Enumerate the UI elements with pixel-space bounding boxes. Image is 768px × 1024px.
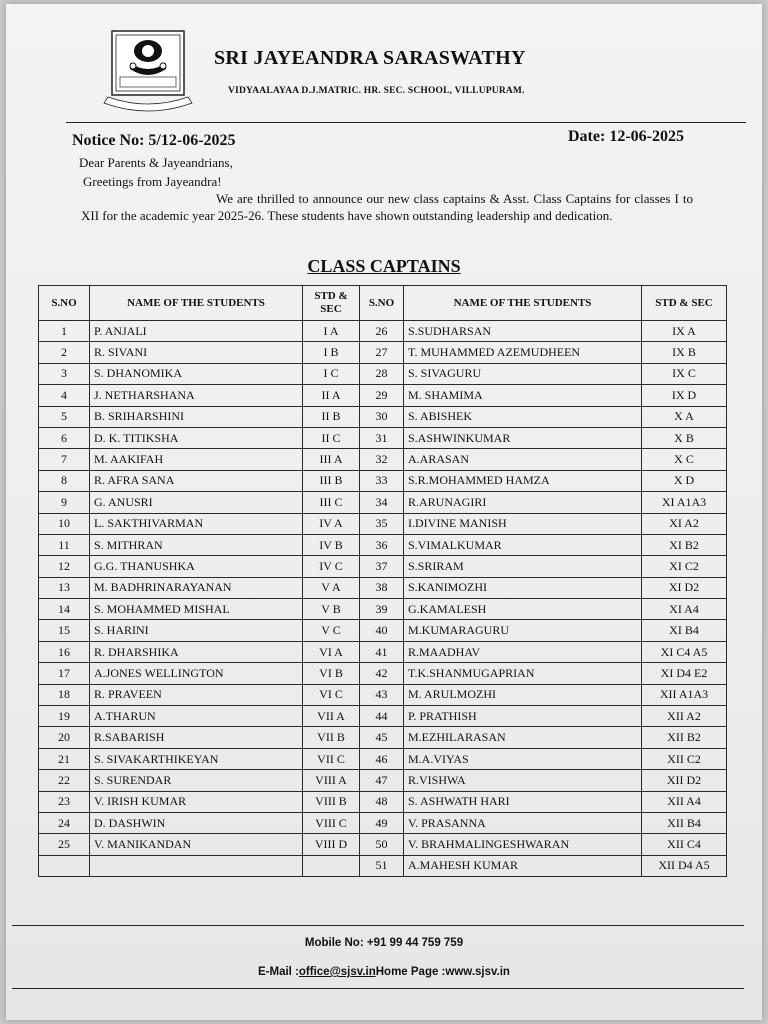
student-name-cell: S. DHANOMIKA — [90, 363, 303, 384]
class-section-cell: X A — [642, 406, 727, 427]
student-name-cell: S. SIVAKARTHIKEYAN — [90, 748, 303, 769]
table-row — [39, 834, 727, 855]
class-section-cell: II A — [303, 385, 360, 406]
student-name-cell: R.MAADHAV — [404, 641, 642, 662]
serial-number-cell: 23 — [39, 791, 90, 812]
table-row — [39, 406, 727, 427]
class-section-cell: X C — [642, 449, 727, 470]
serial-number-cell: 12 — [39, 556, 90, 577]
footer-divider-bottom — [12, 988, 744, 989]
class-section-cell: XI C4 A5 — [642, 641, 727, 662]
serial-number-cell: 29 — [360, 385, 404, 406]
student-name-cell: A.THARUN — [90, 706, 303, 727]
serial-number-cell: 49 — [360, 812, 404, 833]
class-section-cell: XI D2 — [642, 577, 727, 598]
website-link[interactable]: www.sjsv.in — [445, 966, 510, 978]
email-label: E-Mail : — [258, 966, 299, 978]
student-name-cell — [90, 855, 303, 876]
serial-number-cell: 9 — [39, 492, 90, 513]
class-section-cell: VI B — [303, 663, 360, 684]
table-row — [39, 492, 727, 513]
class-captains-table — [38, 285, 727, 877]
serial-number-cell: 32 — [360, 449, 404, 470]
serial-number-cell: 50 — [360, 834, 404, 855]
serial-number-cell: 36 — [360, 534, 404, 555]
class-section-cell: XII A1A3 — [642, 684, 727, 705]
class-section-cell: X D — [642, 470, 727, 491]
class-section-cell: III C — [303, 492, 360, 513]
email-link[interactable]: office@sjsv.in — [298, 966, 376, 978]
student-name-cell: R.ARUNAGIRI — [404, 492, 642, 513]
serial-number-cell: 13 — [39, 577, 90, 598]
class-section-cell — [303, 855, 360, 876]
class-section-cell: XI B4 — [642, 620, 727, 641]
mobile-number: Mobile No: +91 99 44 759 759 — [304, 937, 464, 949]
serial-number-cell: 20 — [39, 727, 90, 748]
class-section-cell: IX A — [642, 321, 727, 342]
class-section-cell: XII A4 — [642, 791, 727, 812]
student-name-cell: J. NETHARSHANA — [90, 385, 303, 406]
notice-date: Date: 12-06-2025 — [568, 128, 684, 145]
serial-number-cell: 4 — [39, 385, 90, 406]
serial-number-cell: 27 — [360, 342, 404, 363]
serial-number-cell: 47 — [360, 770, 404, 791]
student-name-cell: G.G. THANUSHKA — [90, 556, 303, 577]
student-name-cell: S. MITHRAN — [90, 534, 303, 555]
table-row — [39, 770, 727, 791]
column-header: STD & SEC — [642, 286, 727, 321]
class-section-cell: XII A2 — [642, 706, 727, 727]
student-name-cell: G. ANUSRI — [90, 492, 303, 513]
class-section-cell: I C — [303, 363, 360, 384]
table-row — [39, 663, 727, 684]
student-name-cell: S. SIVAGURU — [404, 363, 642, 384]
serial-number-cell: 22 — [39, 770, 90, 791]
serial-number-cell: 40 — [360, 620, 404, 641]
class-section-cell: VIII D — [303, 834, 360, 855]
class-section-cell: IX B — [642, 342, 727, 363]
notice-body — [81, 190, 693, 224]
class-section-cell: XI D4 E2 — [642, 663, 727, 684]
salutation: Dear Parents & Jayeandrians, — [79, 155, 233, 170]
serial-number-cell: 37 — [360, 556, 404, 577]
footer-divider-top — [12, 925, 744, 926]
student-name-cell: D. K. TITIKSHA — [90, 427, 303, 448]
class-section-cell: XII D2 — [642, 770, 727, 791]
class-section-cell: IV A — [303, 513, 360, 534]
student-name-cell: S.ASHWINKUMAR — [404, 427, 642, 448]
serial-number-cell: 24 — [39, 812, 90, 833]
student-name-cell: S.KANIMOZHI — [404, 577, 642, 598]
serial-number-cell: 41 — [360, 641, 404, 662]
student-name-cell: R. AFRA SANA — [90, 470, 303, 491]
student-name-cell: M. BADHRINARAYANAN — [90, 577, 303, 598]
class-section-cell: II C — [303, 427, 360, 448]
table-row — [39, 620, 727, 641]
class-section-cell: IV C — [303, 556, 360, 577]
student-name-cell: L. SAKTHIVARMAN — [90, 513, 303, 534]
student-name-cell: T. MUHAMMED AZEMUDHEEN — [404, 342, 642, 363]
class-section-cell: I A — [303, 321, 360, 342]
class-section-cell: I B — [303, 342, 360, 363]
class-section-cell: VIII B — [303, 791, 360, 812]
class-section-cell: III B — [303, 470, 360, 491]
class-section-cell: XII C2 — [642, 748, 727, 769]
serial-number-cell: 7 — [39, 449, 90, 470]
contact-line — [6, 966, 762, 978]
class-section-cell: XI B2 — [642, 534, 727, 555]
class-section-cell: VII B — [303, 727, 360, 748]
column-header: NAME OF THE STUDENTS — [404, 286, 642, 321]
table-row — [39, 556, 727, 577]
notice-page — [6, 4, 762, 1020]
student-name-cell: A.ARASAN — [404, 449, 642, 470]
class-section-cell: III A — [303, 449, 360, 470]
table-header-row — [39, 286, 727, 321]
table-row — [39, 684, 727, 705]
column-header: STD & SEC — [303, 286, 360, 321]
student-name-cell: R. DHARSHIKA — [90, 641, 303, 662]
student-name-cell: S. HARINI — [90, 620, 303, 641]
student-name-cell: M.EZHILARASAN — [404, 727, 642, 748]
student-name-cell: R.SABARISH — [90, 727, 303, 748]
class-section-cell: XI C2 — [642, 556, 727, 577]
student-name-cell: S. MOHAMMED MISHAL — [90, 599, 303, 620]
serial-number-cell: 15 — [39, 620, 90, 641]
serial-number-cell: 18 — [39, 684, 90, 705]
serial-number-cell: 19 — [39, 706, 90, 727]
student-name-cell: S. ASHWATH HARI — [404, 791, 642, 812]
serial-number-cell: 33 — [360, 470, 404, 491]
notice-body-text: We are thrilled to announce our new class captains & Asst. Class Captains for classes I to XII for the academic year 2025-26. These students have shown outstanding leadership and dedication. — [81, 191, 693, 223]
notice-number: Notice No: 5/12-06-2025 — [72, 132, 236, 149]
table-row — [39, 470, 727, 491]
table-row — [39, 706, 727, 727]
student-name-cell: M. AAKIFAH — [90, 449, 303, 470]
table-row — [39, 855, 727, 876]
serial-number-cell: 39 — [360, 599, 404, 620]
serial-number-cell: 17 — [39, 663, 90, 684]
serial-number-cell: 42 — [360, 663, 404, 684]
student-name-cell: G.KAMALESH — [404, 599, 642, 620]
serial-number-cell: 21 — [39, 748, 90, 769]
serial-number-cell: 25 — [39, 834, 90, 855]
serial-number-cell: 31 — [360, 427, 404, 448]
serial-number-cell: 6 — [39, 427, 90, 448]
table-row — [39, 534, 727, 555]
class-section-cell: XII B2 — [642, 727, 727, 748]
student-name-cell: V. MANIKANDAN — [90, 834, 303, 855]
student-name-cell: B. SRIHARSHINI — [90, 406, 303, 427]
student-name-cell: M.KUMARAGURU — [404, 620, 642, 641]
class-section-cell: XII C4 — [642, 834, 727, 855]
class-section-cell: V B — [303, 599, 360, 620]
serial-number-cell: 14 — [39, 599, 90, 620]
student-name-cell: S. ABISHEK — [404, 406, 642, 427]
table-row — [39, 641, 727, 662]
student-name-cell: V. IRISH KUMAR — [90, 791, 303, 812]
class-section-cell: XII D4 A5 — [642, 855, 727, 876]
student-name-cell: D. DASHWIN — [90, 812, 303, 833]
student-name-cell: A.MAHESH KUMAR — [404, 855, 642, 876]
serial-number-cell: 44 — [360, 706, 404, 727]
serial-number-cell: 45 — [360, 727, 404, 748]
serial-number-cell: 5 — [39, 406, 90, 427]
class-section-cell: VI A — [303, 641, 360, 662]
table-row — [39, 791, 727, 812]
student-name-cell: M. ARULMOZHI — [404, 684, 642, 705]
student-name-cell: I.DIVINE MANISH — [404, 513, 642, 534]
table-row — [39, 727, 727, 748]
serial-number-cell: 1 — [39, 321, 90, 342]
class-section-cell: VI C — [303, 684, 360, 705]
table-row — [39, 321, 727, 342]
class-section-cell: XII B4 — [642, 812, 727, 833]
student-name-cell: S.SRIRAM — [404, 556, 642, 577]
class-section-cell: VIII C — [303, 812, 360, 833]
class-section-cell: XI A4 — [642, 599, 727, 620]
class-section-cell: V A — [303, 577, 360, 598]
class-section-cell: XI A2 — [642, 513, 727, 534]
table-row — [39, 812, 727, 833]
student-name-cell: T.K.SHANMUGAPRIAN — [404, 663, 642, 684]
table-row — [39, 342, 727, 363]
serial-number-cell: 10 — [39, 513, 90, 534]
class-section-cell: VII A — [303, 706, 360, 727]
table-title: CLASS CAPTAINS — [307, 256, 461, 276]
class-section-cell: XI A1A3 — [642, 492, 727, 513]
student-name-cell: A.JONES WELLINGTON — [90, 663, 303, 684]
column-header: S.NO — [360, 286, 404, 321]
table-row — [39, 577, 727, 598]
student-name-cell: S.R.MOHAMMED HAMZA — [404, 470, 642, 491]
student-name-cell: M.A.VIYAS — [404, 748, 642, 769]
table-row — [39, 513, 727, 534]
table-row — [39, 449, 727, 470]
serial-number-cell: 3 — [39, 363, 90, 384]
student-name-cell: R. PRAVEEN — [90, 684, 303, 705]
serial-number-cell: 28 — [360, 363, 404, 384]
table-row — [39, 385, 727, 406]
class-section-cell: VII C — [303, 748, 360, 769]
serial-number-cell: 34 — [360, 492, 404, 513]
serial-number-cell: 16 — [39, 641, 90, 662]
serial-number-cell: 38 — [360, 577, 404, 598]
column-header: NAME OF THE STUDENTS — [90, 286, 303, 321]
class-section-cell: IX D — [642, 385, 727, 406]
class-section-cell: IX C — [642, 363, 727, 384]
student-name-cell: S.SUDHARSAN — [404, 321, 642, 342]
serial-number-cell: 2 — [39, 342, 90, 363]
student-name-cell: M. SHAMIMA — [404, 385, 642, 406]
serial-number-cell: 35 — [360, 513, 404, 534]
class-section-cell: VIII A — [303, 770, 360, 791]
column-header: S.NO — [39, 286, 90, 321]
student-name-cell: V. PRASANNA — [404, 812, 642, 833]
student-name-cell: S. SURENDAR — [90, 770, 303, 791]
class-section-cell: X B — [642, 427, 727, 448]
greeting: Greetings from Jayeandra! — [83, 174, 222, 189]
student-name-cell: S.VIMALKUMAR — [404, 534, 642, 555]
student-name-cell: P. ANJALI — [90, 321, 303, 342]
student-name-cell: V. BRAHMALINGESHWARAN — [404, 834, 642, 855]
class-section-cell: II B — [303, 406, 360, 427]
serial-number-cell: 8 — [39, 470, 90, 491]
school-logo — [102, 29, 194, 115]
serial-number-cell: 48 — [360, 791, 404, 812]
serial-number-cell — [39, 855, 90, 876]
serial-number-cell: 46 — [360, 748, 404, 769]
school-name: SRI JAYEANDRA SARASWATHY — [214, 47, 526, 69]
student-name-cell: R.VISHWA — [404, 770, 642, 791]
table-row — [39, 748, 727, 769]
serial-number-cell: 51 — [360, 855, 404, 876]
serial-number-cell: 26 — [360, 321, 404, 342]
table-row — [39, 599, 727, 620]
table-row — [39, 363, 727, 384]
class-section-cell: IV B — [303, 534, 360, 555]
serial-number-cell: 43 — [360, 684, 404, 705]
student-name-cell: R. SIVANI — [90, 342, 303, 363]
serial-number-cell: 30 — [360, 406, 404, 427]
student-name-cell: P. PRATHISH — [404, 706, 642, 727]
serial-number-cell: 11 — [39, 534, 90, 555]
class-section-cell: V C — [303, 620, 360, 641]
table-row — [39, 427, 727, 448]
header-divider — [66, 122, 746, 123]
school-subtitle: VIDYAALAYAA D.J.MATRIC. HR. SEC. SCHOOL, VILLUPURAM. — [228, 86, 525, 96]
homepage-label: Home Page : — [375, 966, 446, 978]
